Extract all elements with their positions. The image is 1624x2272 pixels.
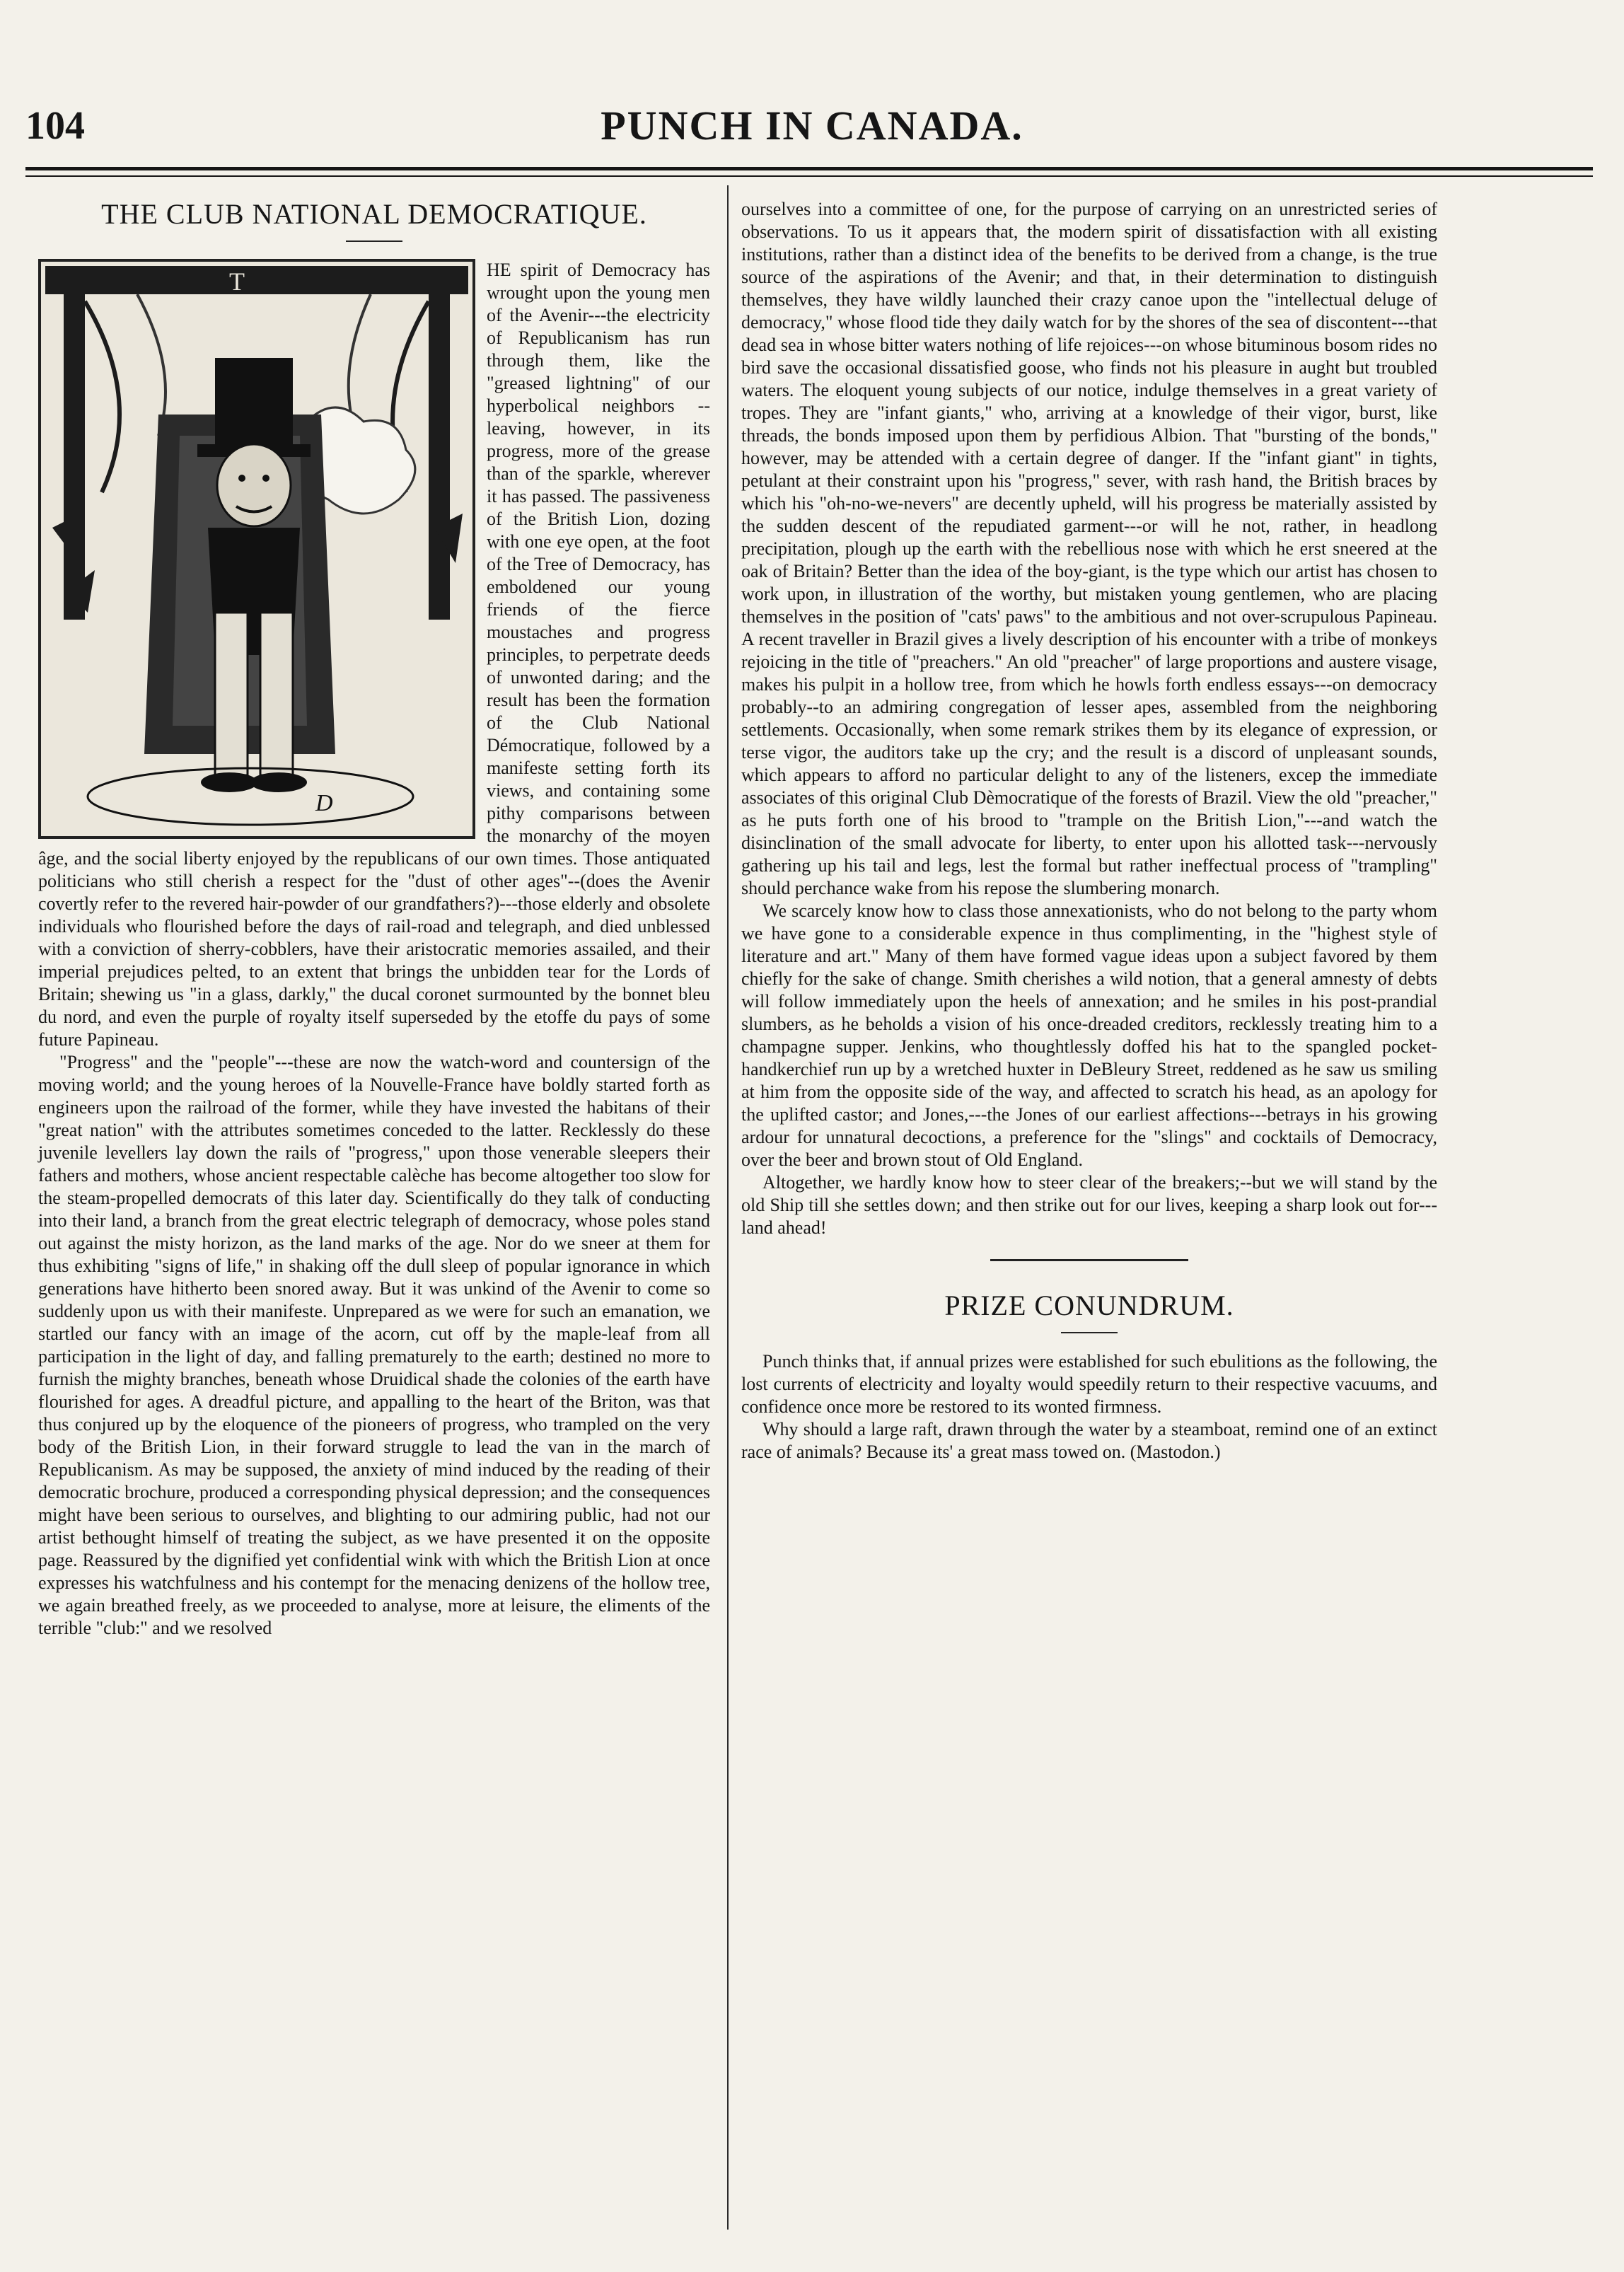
title-rule: [346, 240, 402, 242]
article-paragraph-5: Altogether, we hardly know how to steer clear of the breakers;--but we will stand by the old Ship till she settles down; and then strike out for our lives, keeping a sharp look out for---land ahead!: [741, 1172, 1437, 1238]
engraver-monogram: D: [315, 790, 333, 816]
page-number: 104: [25, 104, 85, 148]
illustration-engraving: [38, 259, 475, 839]
initial-letter: T: [229, 267, 245, 296]
article-paragraph-3: ourselves into a committee of one, for the purpose of carrying on an unrestricted series of observations. To us it appears that, the modern spirit of dissatisfaction with all existing institutions, rather than a distinct idea of the benefits to be derived from a change, is the true source of the aspirations of the Avenir; and that, in their determination to distinguish themselves, they have wildly launched their crazy canoe upon the "intellectual deluge of democracy," whose flood tide they daily watch for by the shores of the sea of discontent---that dead sea in whose bitter waters nothing of life rejoices---on whose bituminous bosom rides no bird save the occasional dissatisfied goose, who finds not his pleasure in aught but troubled waters. The eloquent young subjects of our notice, indulge themselves in a great variety of tropes. They are "infant giants," who, arriving at a knowledge of their vigor, burst, like threads, the bonds imposed upon them by perfidious Albion. That "bursting of the bonds," however, may be attended with a certain degree of danger. If the "infant giant" in tights, petulant at their constraint upon his "progress," sever, with rash hand, the British braces by which his "oh-no-we-nevers" are decently upheld, will his progress be materially assisted by the sudden descent of the repudiated garment---or will he not, rather, in headlong precipitation, plough up the earth with the rebellious nose with which he erst sneered at the oak of Britain? Better than the idea of the boy-giant, is the type which our artist has chosen to work upon, in illustration of the worthy, but mistaken young gentlemen, who are placing themselves in the position of "cats' paws" to the ambitious and not over-scrupulous Papineau. A recent traveller in Brazil gives a lively description of his encounter with a tribe of monkeys rejoicing in the title of "preachers." An old "preacher" of large proportions and austere visage, makes his pulpit in a hollow tree, from which he howls forth endless essays---on democracy probably--to an admiring congregation of lesser apes, assembled from the neighboring settlements. Occasionally, when some remark strikes them by its elegance of expression, or terse vigor, the auditors take up the cry; and the result is a discord of unpleasant sounds, which appears to afford no particular delight to any of the listeners, excep the immediate associates of this original Club Dèmocratique of the forests of Brazil. View the old "preacher," as he puts forth one of his brood to "trample on the British Lion,"---and watch the disinclination of the small advocate for liberty, to enter upon his allotted task---nervously gathering up his tail and legs, lest the formal but rather ineffectual process of "trampling" should perchance wake from his repose the slumbering monarch.: [741, 199, 1437, 898]
article-paragraph-4: We scarcely know how to class those annexationists, who do not belong to the party whom we have gone to a considerable expence in thus complimenting, in the "highest style of literature and art." Many of them have formed vague ideas upon a subject favored by them chiefly for the sake of change. Smith cherishes a wild notion, that a general amnesty of debts will follow immediately upon the heels of annexation; and he smiles in his post-prandial slumbers, as he beholds a vision of his once-dreaded creditors, recklessly treating him to a champagne supper. Jenkins, who thoughtlessly doffed his hat to the spangled pocket-handkerchief run up by a wretched huxter in DeBleury Street, reddened as he saw us smiling at him from the opposite side of the way, and affected to scratch his head, as an apology for the uplifted castor; and Jones,---the Jones of our earliest affections---betrays in his growing ardour for unnatural decoctions, a preference for the "slings" and cocktails of Democracy, over the beer and brown stout of Old England.: [741, 900, 1437, 1170]
right-column: [741, 198, 1437, 1464]
left-column: [38, 198, 710, 1640]
article-title: THE CLUB NATIONAL DEMOCRATIQUE.: [101, 198, 647, 230]
conundrum-paragraph-2: Why should a large raft, drawn through the water by a steamboat, remind one of an extinct race of animals? Because its' a great mass towed on. (Mastodon.): [741, 1419, 1437, 1462]
conundrum-title: PRIZE CONUNDRUM.: [944, 1289, 1234, 1321]
article-paragraph-2: "Progress" and the "people"---these are now the watch-word and countersign of the moving world; and the young heroes of la Nouvelle-France have boldly started forth as engineers upon the railroad of the former, while they have invested the habitans of their "great nation" with the attributes sometimes conceded to the latter. Recklessly do these juvenile levellers lay down the rails of "progress," upon those venerable sleepers their fathers and mothers, whose ancient respectable calèche has become altogether too slow for the steam-propelled democrats of this later day. Scientifically do they talk of conducting into their land, a branch from the great electric telegraph of democracy, whose poles stand out against the misty horizon, as the land marks of the age. Nor do we sneer at them for thus exhibiting "signs of life," in shaking off the dull sleep of popular ignorance in which generations have hitherto been snored away. But it was unkind of the Avenir to come so suddenly upon us with their manifeste. Unprepared as we were for such an emanation, we startled our fancy with an image of the acorn, cut off by the maple-leaf from all participation in the light of day, and falling prematurely to the earth; destined no more to furnish the mighty branches, beneath whose Druidical shade the colonies of the earth have flourished for ages. A dreadful picture, and appalling to the heart of the Briton, was that thus conjured up by the eloquence of the pioneers of progress, who trampled on the very body of the British Lion, in their forward struggle to lead the van in the march of Republicanism. As may be supposed, the anxiety of mind induced by the reading of their democratic brochure, produced a corresponding physical depression; and the consequences might have been serious to ourselves, and blighting to our admiring public, had not our artist bethought himself of treating the subject, as we have presented it on the opposite page. Reassured by the dignified yet confidential wink with which the British Lion at once expresses his watchfulness and his contempt for the menacing denizens of the hollow tree, we again breathed freely, as we proceeded to analyse, more at leisure, the eliments of the terrible "club:" and we resolved: [38, 1052, 710, 1638]
header-rule-thick: [25, 167, 1593, 170]
conundrum-paragraph-1: Punch thinks that, if annual prizes were established for such ebulitions as the following, the lost currents of electricity and loyalty would speedily return to their respective vacuums, and confidence once more be restored to its wonted firmness.: [741, 1351, 1437, 1417]
conundrum-title-rule: [1061, 1332, 1118, 1333]
democrat-in-hollow-tree-engraving-icon: [38, 259, 475, 839]
header-rule-thin: [25, 175, 1593, 177]
column-divider: [727, 185, 729, 2230]
article-paragraph-1: HE spirit of Democracy has wrought upon the young men of the Avenir---the electricity of Republicanism has run through them, like the "greased lightning" of our hyperbolical neighbors --leaving, however, in its progress, more of the grease than of the sparkle, wherever it has passed. The passiveness of the British Lion, dozing with one eye open, at the foot of the Tree of Democracy, has emboldened our young friends of the fierce moustaches and progress principles, to perpetrate deeds of unwonted daring; and the result has been the formation of the Club National Démocratique, followed by a manifeste setting forth its views, and containing some pithy comparisons between the monarchy of the moyen âge, and the social liberty enjoyed by the republicans of our own times. Those antiquated politicians who still cherish a respect for the "dust of other ages"--(does the Avenir covertly refer to the revered hair-powder of our grandfathers?)---those elderly and obsolete individuals who flourished before the days of rail-road and telegraph, and died unblessed with a conviction of sherry-cobblers, have their aristocratic memories assailed, and their imperial prejudices pelted, to an extent that brings the unbidden tear for the Lords of Britain; shewing us "in a glass, darkly," the ducal coronet surmounted by the bonnet bleu du nord, and even the purple of royalty itself superseded by the etoffe du pays of some future Papineau.: [38, 260, 710, 1050]
section-divider: [990, 1259, 1188, 1261]
running-title: PUNCH IN CANADA.: [601, 103, 1023, 149]
